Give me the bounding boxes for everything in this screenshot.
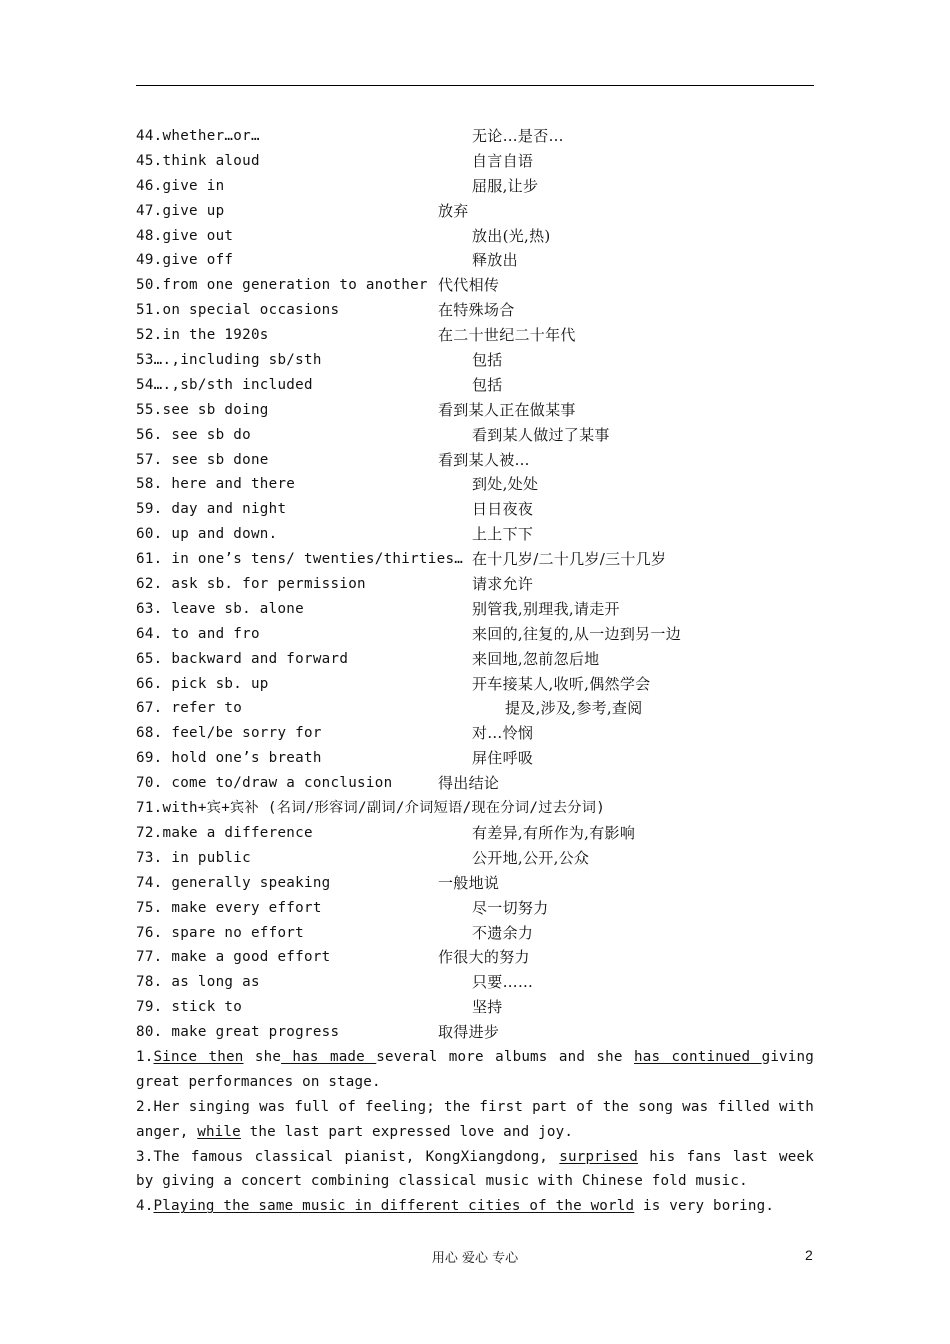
phrase-row	[136, 1020, 814, 1045]
phrase-english: 67. refer to	[136, 700, 243, 717]
phrase-chinese: 请求允许	[472, 575, 534, 594]
phrase-row	[136, 323, 814, 348]
example-sentence	[136, 1095, 814, 1145]
phrase-english: 63. leave sb. alone	[136, 600, 304, 617]
phrase-english: 58. here and there	[136, 476, 296, 493]
sentence-segment: is very boring.	[634, 1198, 775, 1215]
phrase-row	[136, 124, 814, 149]
phrase-row	[136, 572, 814, 597]
phrase-row	[136, 696, 814, 721]
phrase-chinese: 公开地,公开,公众	[472, 848, 590, 867]
phrase-row	[136, 995, 814, 1020]
phrase-english: 52.in the 1920s	[136, 327, 269, 344]
phrase-english: 68. feel/be sorry for	[136, 725, 322, 742]
underlined-segment: has continued	[634, 1048, 762, 1065]
phrase-list	[136, 124, 814, 1045]
phrase-english: 62. ask sb. for permission	[136, 576, 366, 593]
sentence-segment: 2.Her singing was full of feeling; the first part of the song was filled with anger,	[136, 1098, 814, 1140]
sentence-segment: several more albums and she	[376, 1048, 634, 1065]
page-number: 2	[805, 1247, 813, 1263]
phrase-chinese: 屈服,让步	[472, 176, 539, 195]
phrase-row	[136, 721, 814, 746]
phrase-row	[136, 945, 814, 970]
underlined-segment: has made	[281, 1048, 377, 1065]
phrase-row	[136, 373, 814, 398]
phrase-chinese: 不遗余力	[472, 923, 534, 942]
example-sentence	[136, 1194, 814, 1219]
sentence-segment: 4.	[136, 1198, 154, 1215]
phrase-chinese: 一般地说	[438, 873, 500, 892]
phrase-chinese: 来回地,忽前忽后地	[472, 649, 600, 668]
phrase-english: 71.with+宾+宾补 (名词/形容词/副词/介词短语/现在分词/过去分词)	[136, 800, 606, 817]
phrase-row	[136, 871, 814, 896]
phrase-english: 51.on special occasions	[136, 302, 340, 319]
phrase-row	[136, 224, 814, 249]
example-sentence	[136, 1145, 814, 1195]
phrase-english: 55.see sb doing	[136, 401, 269, 418]
underlined-segment: while	[197, 1123, 241, 1140]
phrase-chinese: 包括	[472, 375, 503, 394]
phrase-chinese: 释放出	[472, 251, 518, 270]
phrase-row	[136, 522, 814, 547]
phrase-row	[136, 149, 814, 174]
phrase-chinese: 无论…是否…	[472, 127, 564, 145]
phrase-chinese: 看到某人被…	[438, 450, 530, 469]
phrase-chinese: 尽一切努力	[472, 898, 549, 917]
phrase-chinese: 提及,涉及,参考,查阅	[505, 699, 643, 718]
phrase-english: 79. stick to	[136, 999, 243, 1016]
phrase-row	[136, 597, 814, 622]
phrase-row	[136, 896, 814, 921]
phrase-row	[136, 497, 814, 522]
phrase-row	[136, 746, 814, 771]
phrase-english: 70. come to/draw a conclusion	[136, 775, 393, 792]
phrase-english: 75. make every effort	[136, 899, 322, 916]
phrase-english: 45.think aloud	[136, 152, 260, 169]
phrase-chinese: 来回的,往复的,从一边到另一边	[472, 624, 682, 643]
phrase-chinese: 自言自语	[472, 151, 534, 170]
phrase-row	[136, 448, 814, 473]
sentence-segment: 3.The famous classical pianist, KongXiangdong,	[136, 1148, 560, 1165]
phrase-chinese: 取得进步	[438, 1023, 500, 1042]
phrase-row	[136, 199, 814, 224]
sentence-list	[136, 1045, 814, 1219]
phrase-row	[136, 423, 814, 448]
phrase-english: 64. to and fro	[136, 625, 260, 642]
phrase-row	[136, 796, 814, 821]
phrase-chinese: 放出(光,热)	[472, 226, 551, 245]
phrase-row	[136, 672, 814, 697]
phrase-row	[136, 647, 814, 672]
phrase-english: 72.make a difference	[136, 824, 313, 841]
phrase-chinese: 别管我,别理我,请走开	[472, 599, 620, 618]
phrase-english: 66. pick sb. up	[136, 675, 269, 692]
underlined-segment: Since then	[153, 1048, 244, 1065]
page-content	[136, 124, 814, 1219]
footer-text: 用心 爱心 专心	[431, 1251, 519, 1266]
phrase-chinese: 坚持	[472, 998, 503, 1017]
phrase-english: 50.from one generation to another	[136, 277, 428, 294]
phrase-row	[136, 547, 814, 572]
phrase-chinese: 有差异,有所作为,有影响	[472, 823, 636, 842]
phrase-english: 77. make a good effort	[136, 949, 331, 966]
phrase-chinese: 在二十世纪二十年代	[438, 326, 576, 345]
phrase-row	[136, 348, 814, 373]
phrase-row	[136, 174, 814, 199]
phrase-row	[136, 846, 814, 871]
phrase-row	[136, 771, 814, 796]
sentence-segment: the last part expressed love and joy.	[240, 1123, 574, 1140]
phrase-english: 74. generally speaking	[136, 874, 331, 891]
phrase-chinese: 屏住呼吸	[472, 749, 534, 768]
phrase-row	[136, 821, 814, 846]
phrase-row	[136, 273, 814, 298]
phrase-english: 54….,sb/sth included	[136, 376, 313, 393]
phrase-chinese: 代代相传	[438, 276, 500, 295]
phrase-english: 46.give in	[136, 177, 225, 194]
phrase-chinese: 上上下下	[472, 525, 534, 544]
phrase-chinese: 看到某人正在做某事	[438, 400, 576, 419]
sentence-segment: his fans last week by giving a concert combining classical music with Chinese fold music.	[136, 1148, 814, 1190]
phrase-english: 80. make great progress	[136, 1024, 340, 1041]
sentence-segment: she	[243, 1048, 282, 1065]
phrase-english: 60. up and down.	[136, 526, 278, 543]
phrase-chinese: 在十几岁/二十几岁/三十几岁	[472, 550, 667, 569]
phrase-english: 57. see sb done	[136, 451, 269, 468]
phrase-chinese: 只要……	[472, 973, 534, 992]
phrase-chinese: 开车接某人,收听,偶然学会	[472, 674, 651, 693]
phrase-english: 59. day and night	[136, 501, 287, 518]
phrase-row	[136, 472, 814, 497]
phrase-english: 44.whether…or…	[136, 128, 260, 144]
phrase-english: 76. spare no effort	[136, 924, 304, 941]
phrase-english: 47.give up	[136, 202, 225, 219]
phrase-chinese: 放弃	[438, 201, 469, 220]
phrase-english: 61. in one’s tens/ twenties/thirties…	[136, 551, 464, 568]
header-rule	[136, 85, 814, 86]
phrase-chinese: 作很大的努力	[438, 948, 530, 967]
phrase-english: 56. see sb do	[136, 426, 251, 443]
phrase-english: 73. in public	[136, 849, 251, 866]
underlined-segment: Playing the same music in different cities of the world	[153, 1198, 635, 1215]
sentence-segment: 1.	[136, 1048, 154, 1065]
underlined-segment: surprised	[559, 1148, 638, 1165]
sentence-segment: giving great performances on stage.	[136, 1048, 815, 1090]
phrase-row	[136, 248, 814, 273]
phrase-english: 69. hold one’s breath	[136, 750, 322, 767]
phrase-english: 78. as long as	[136, 974, 260, 991]
phrase-english: 65. backward and forward	[136, 650, 349, 667]
phrase-english: 48.give out	[136, 227, 234, 244]
phrase-chinese: 得出结论	[438, 774, 500, 793]
phrase-chinese: 包括	[472, 351, 503, 370]
phrase-row	[136, 921, 814, 946]
phrase-chinese: 看到某人做过了某事	[472, 425, 610, 444]
phrase-row	[136, 622, 814, 647]
phrase-chinese: 对…怜悯	[472, 724, 534, 743]
phrase-english: 53….,including sb/sth	[136, 352, 322, 369]
phrase-chinese: 日日夜夜	[472, 500, 534, 519]
phrase-row	[136, 398, 814, 423]
phrase-row	[136, 970, 814, 995]
example-sentence	[136, 1045, 814, 1095]
phrase-row	[136, 298, 814, 323]
phrase-chinese: 到处,处处	[472, 475, 539, 494]
phrase-english: 49.give off	[136, 252, 234, 269]
phrase-chinese: 在特殊场合	[438, 301, 515, 320]
